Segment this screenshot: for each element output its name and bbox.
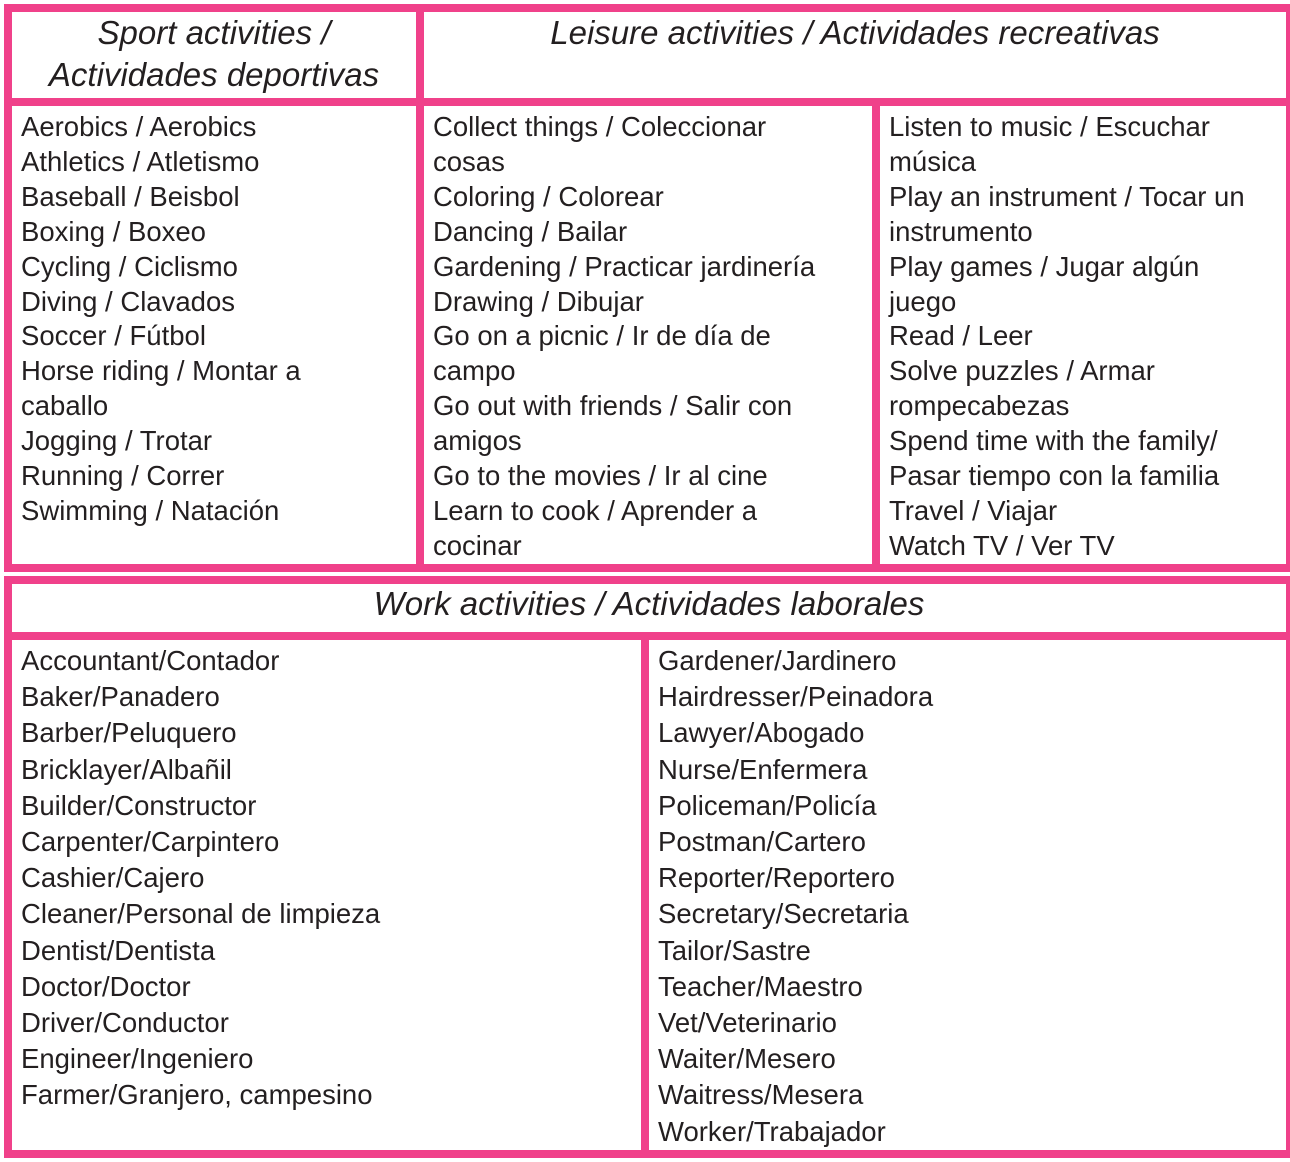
- list-item: Dentist/Dentista: [21, 934, 216, 966]
- leisure-header-cell: [420, 8, 1290, 102]
- activities-table: [4, 4, 1290, 572]
- leisure-list-cell-1: [420, 102, 876, 568]
- list-item: Gardening / Practicar jardinería: [433, 250, 816, 282]
- work-table: [4, 576, 1290, 1158]
- list-item: Vet/Veterinario: [658, 1007, 837, 1039]
- list-item: Go to the movies / Ir al cine: [433, 460, 768, 492]
- list-item: Boxing / Boxeo: [21, 215, 206, 247]
- list-item: Engineer/Ingeniero: [21, 1043, 254, 1075]
- leisure-header: Leisure activities / Actividades recreativas: [550, 14, 1160, 51]
- list-item: Builder/Constructor: [21, 789, 257, 821]
- list-item: Swimming / Natación: [21, 494, 280, 526]
- work-header-cell: [8, 580, 1290, 636]
- list-item: Play games / Jugar algún: [889, 250, 1200, 282]
- list-item: Play an instrument / Tocar un: [889, 180, 1245, 212]
- list-item: Accountant/Contador: [21, 645, 280, 676]
- list-item: Waitress/Mesera: [658, 1079, 864, 1111]
- list-item: Pasar tiempo con la familia: [889, 460, 1220, 492]
- list-item: Hairdresser/Peinadora: [658, 681, 934, 713]
- list-item: Barber/Peluquero: [21, 717, 237, 749]
- leisure-list-1: [424, 106, 872, 564]
- list-item: instrumento: [889, 215, 1033, 247]
- list-item: Coloring / Colorear: [433, 180, 664, 212]
- list-item: Policeman/Policía: [658, 789, 877, 821]
- list-item: amigos: [433, 425, 522, 457]
- list-item: Carpenter/Carpintero: [21, 826, 280, 858]
- work-header: Work activities / Actividades laborales: [373, 585, 925, 622]
- list-item: Travel / Viajar: [889, 494, 1058, 526]
- list-item: rompecabezas: [889, 390, 1070, 422]
- list-item: Gardener/Jardinero: [658, 645, 897, 676]
- list-item: Doctor/Doctor: [21, 970, 191, 1002]
- list-item: Waiter/Mesero: [658, 1043, 836, 1075]
- list-item: Aerobics / Aerobics: [21, 111, 257, 142]
- work-list-1: [12, 640, 641, 1114]
- sport-list-cell: [8, 102, 420, 568]
- sport-header-cell: [8, 8, 420, 102]
- list-item: Solve puzzles / Armar: [889, 355, 1155, 387]
- list-item: Cashier/Cajero: [21, 862, 205, 894]
- list-item: cocinar: [433, 529, 522, 561]
- list-item: Learn to cook / Aprender a: [433, 494, 758, 526]
- list-item: Reporter/Reportero: [658, 862, 895, 894]
- list-item: Lawyer/Abogado: [658, 717, 865, 749]
- list-item: Bricklayer/Albañil: [21, 753, 232, 785]
- list-item: Farmer/Granjero, campesino: [21, 1079, 373, 1111]
- list-item: Listen to music / Escuchar: [889, 111, 1210, 142]
- list-item: Athletics / Atletismo: [21, 145, 260, 177]
- list-item: Diving / Clavados: [21, 285, 235, 317]
- work-list-cell-1: [8, 636, 645, 1154]
- list-item: Baseball / Beisbol: [21, 180, 240, 212]
- list-item: Jogging / Trotar: [21, 425, 213, 457]
- list-item: Soccer / Fútbol: [21, 320, 206, 352]
- list-item: Postman/Cartero: [658, 826, 866, 858]
- sport-list: [12, 106, 416, 529]
- list-item: Driver/Conductor: [21, 1007, 229, 1039]
- list-item: Spend time with the family/: [889, 425, 1218, 457]
- list-item: Nurse/Enfermera: [658, 753, 868, 785]
- list-item: Watch TV / Ver TV: [889, 529, 1115, 561]
- list-item: Tailor/Sastre: [658, 934, 811, 966]
- list-item: caballo: [21, 390, 109, 422]
- list-item: Baker/Panadero: [21, 681, 220, 713]
- list-item: cosas: [433, 145, 505, 177]
- list-item: Collect things / Coleccionar: [433, 111, 767, 142]
- work-list-2: [649, 640, 1286, 1150]
- sport-header-line-1: Sport activities /: [97, 14, 331, 51]
- list-item: Cleaner/Personal de limpieza: [21, 898, 381, 930]
- list-item: campo: [433, 355, 516, 387]
- list-item: Go on a picnic / Ir de día de: [433, 320, 771, 352]
- list-item: Worker/Trabajador: [658, 1115, 886, 1147]
- list-item: Teacher/Maestro: [658, 970, 863, 1002]
- list-item: juego: [889, 285, 957, 317]
- list-item: Go out with friends / Salir con: [433, 390, 793, 422]
- list-item: Read / Leer: [889, 320, 1033, 352]
- list-item: Secretary/Secretaria: [658, 898, 909, 930]
- leisure-list-cell-2: [876, 102, 1290, 568]
- list-item: música: [889, 145, 977, 177]
- list-item: Running / Correr: [21, 460, 225, 492]
- work-list-cell-2: [645, 636, 1290, 1154]
- list-item: Horse riding / Montar a: [21, 355, 301, 387]
- list-item: Cycling / Ciclismo: [21, 250, 238, 282]
- sport-header-line-2: Actividades deportivas: [48, 56, 380, 93]
- list-item: Dancing / Bailar: [433, 215, 628, 247]
- leisure-list-2: [880, 106, 1286, 564]
- list-item: Drawing / Dibujar: [433, 285, 644, 317]
